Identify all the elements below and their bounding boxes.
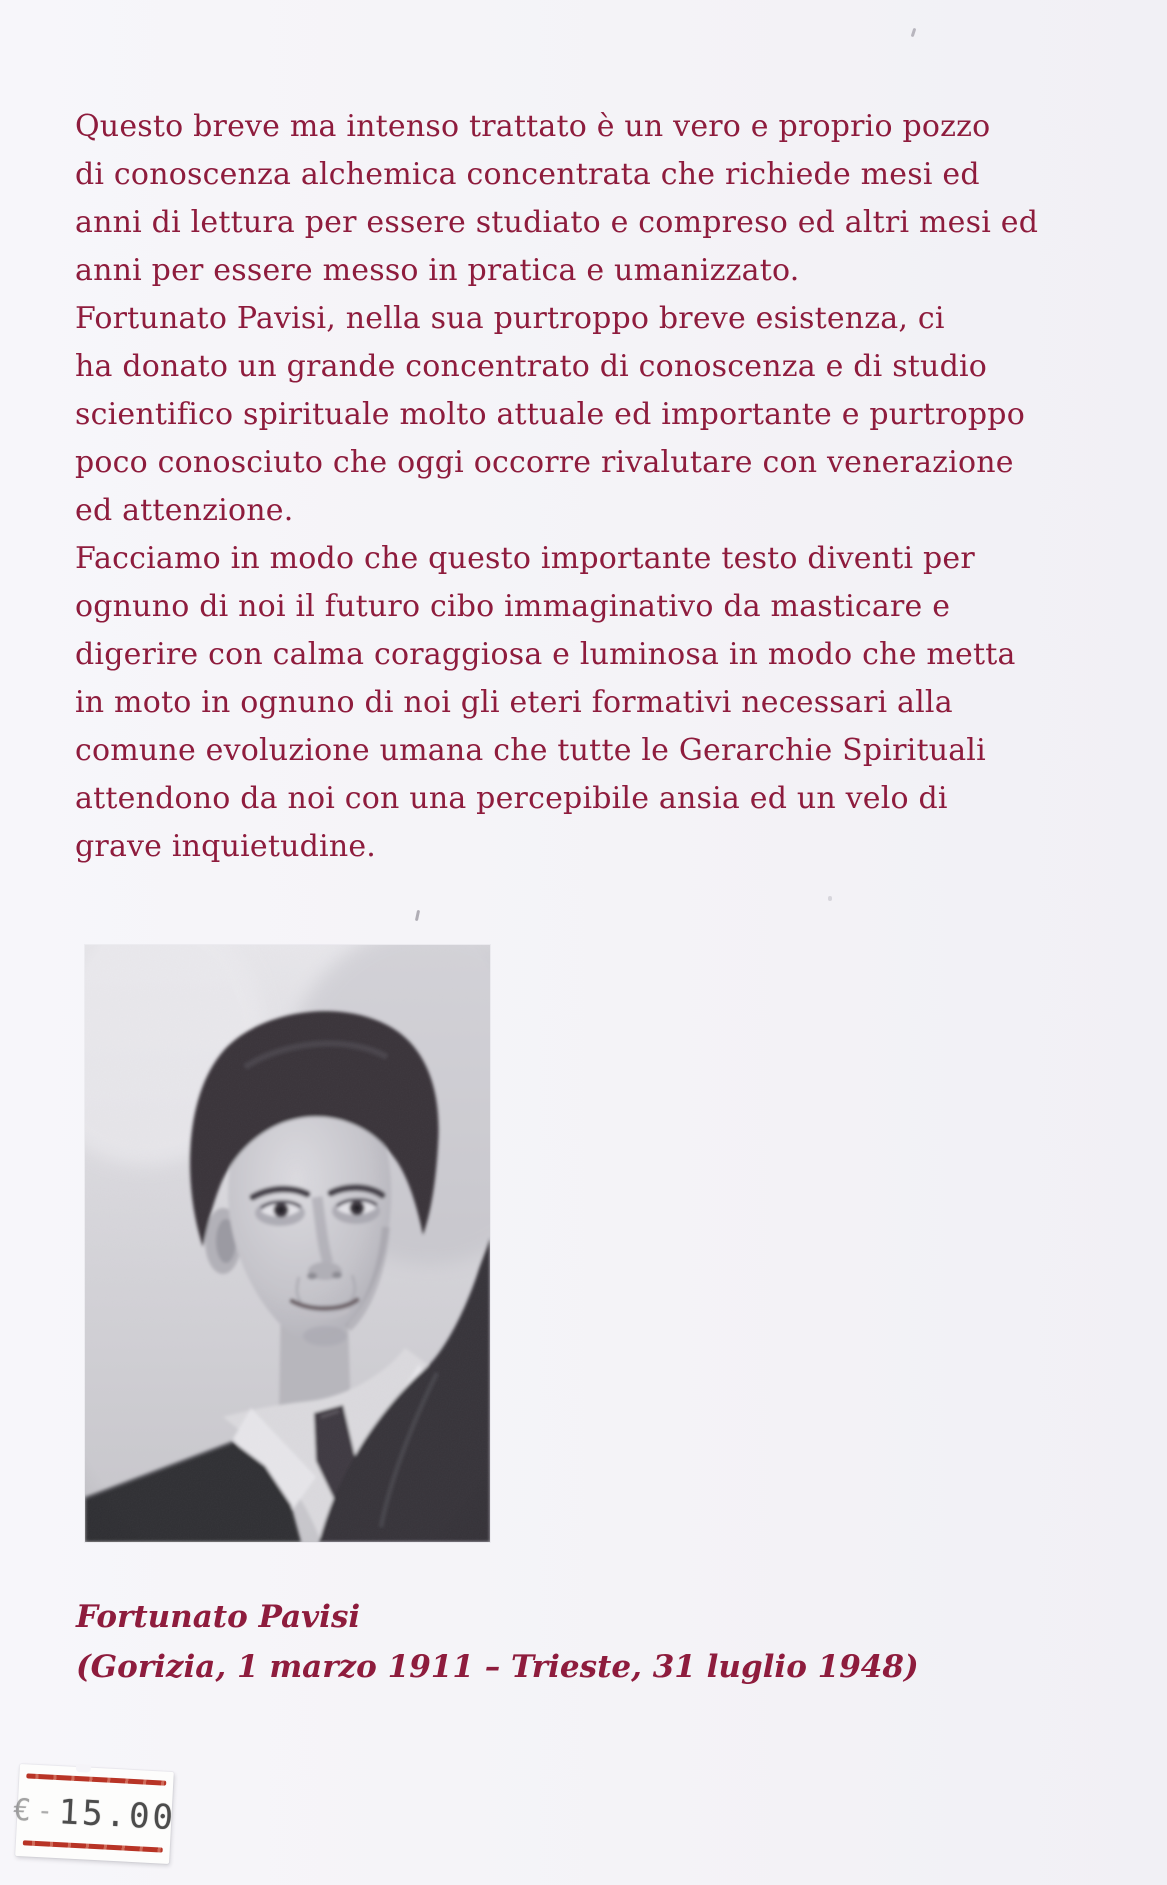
text-line: Fortunato Pavisi, nella sua purtroppo breve esistenza, ci (75, 301, 945, 336)
caption-dates: (Gorizia, 1 marzo 1911 – Trieste, 31 luglio 1948) (76, 1649, 919, 1685)
scan-speck (828, 896, 832, 901)
text-line: poco conosciuto che oggi occorre rivalutare con venerazione (75, 445, 1014, 480)
sticker-rule-bottom (23, 1840, 163, 1852)
text-line: scientifico spirituale molto attuale ed importante e purtroppo (75, 397, 1025, 432)
price-dash: - (36, 1795, 57, 1827)
text-line: attendono da noi con una percepibile ansia ed un velo di (75, 781, 948, 816)
body-text (75, 103, 1085, 871)
portrait-photo (85, 945, 490, 1542)
text-line: ognuno di noi il futuro cibo immaginativo da masticare e (75, 589, 951, 624)
scan-speck (911, 28, 917, 37)
text-line: anni di lettura per essere studiato e compreso ed altri mesi ed (75, 205, 1039, 240)
text-line: in moto in ognuno di noi gli eteri formativi necessari alla (75, 685, 953, 720)
text-line: ed attenzione. (75, 493, 294, 528)
price-sticker (12, 1764, 177, 1864)
text-line: digerire con calma coraggiosa e luminosa in modo che metta (75, 637, 1016, 672)
text-line: di conoscenza alchemica concentrata che richiede mesi ed (75, 157, 980, 192)
text-line: Questo breve ma intenso trattato è un vero e proprio pozzo (75, 109, 991, 144)
text-line: Facciamo in modo che questo importante testo diventi per (75, 541, 975, 576)
caption-name: Fortunato Pavisi (76, 1599, 361, 1635)
sticker-rule-top (26, 1773, 166, 1785)
scan-speck (415, 910, 420, 921)
photo-caption (76, 1592, 919, 1692)
price-label (12, 1788, 177, 1840)
price-amount: 15.00 (57, 1792, 177, 1839)
text-line: grave inquietudine. (75, 829, 377, 864)
portrait-illustration (85, 945, 490, 1542)
euro-symbol: € (12, 1792, 36, 1829)
text-line: ha donato un grande concentrato di conoscenza e di studio (75, 349, 988, 384)
sticker-notch (76, 1764, 91, 1773)
text-line: comune evoluzione umana che tutte le Gerarchie Spirituali (75, 733, 986, 768)
text-line: anni per essere messo in pratica e umanizzato. (75, 253, 800, 288)
